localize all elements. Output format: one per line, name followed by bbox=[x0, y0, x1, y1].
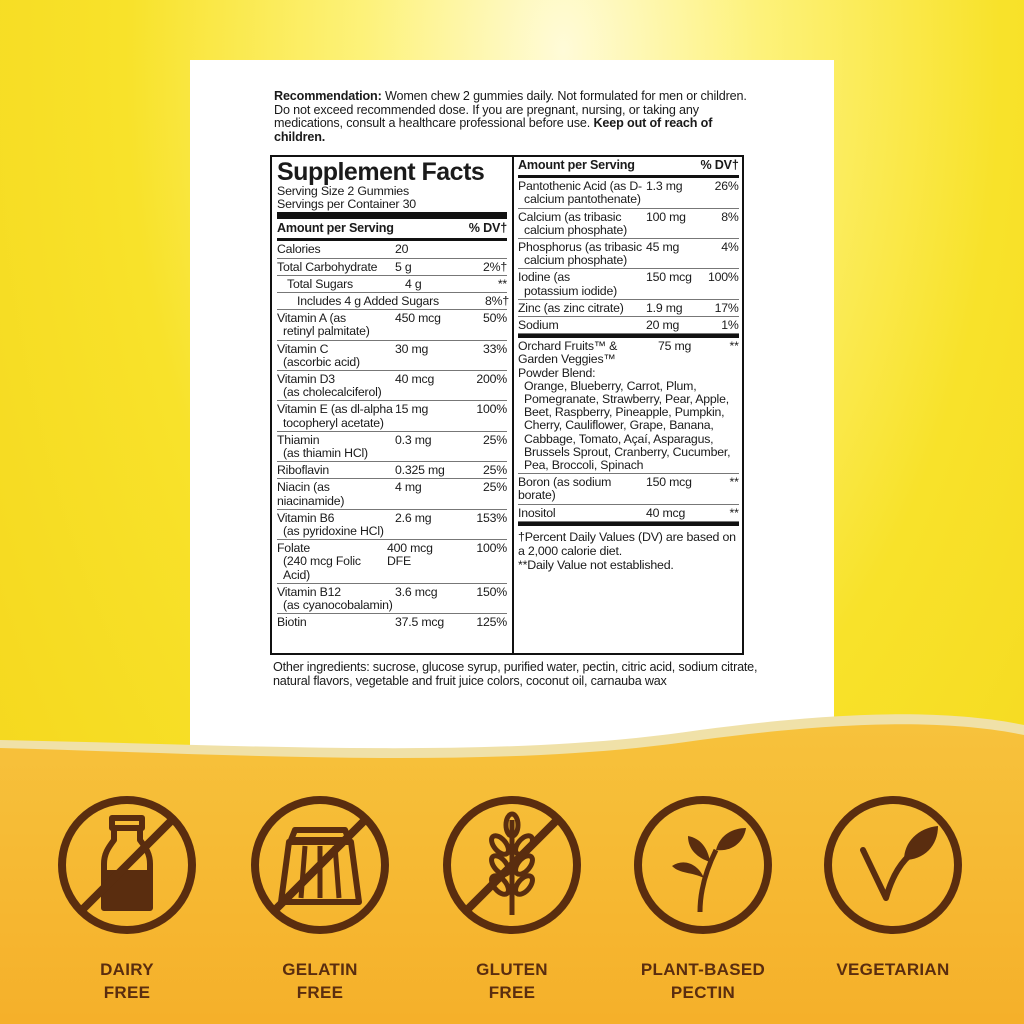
nutrient-name-line2: calcium phosphate) bbox=[524, 222, 628, 237]
dairy-free-label bbox=[47, 958, 207, 1004]
nutrient-name-line2: (as cholecalciferol) bbox=[283, 385, 382, 400]
nutrient-amount: 37.5 mcg bbox=[395, 615, 444, 630]
label-card bbox=[190, 60, 834, 780]
nutrient-amount: 30 mg bbox=[395, 341, 429, 356]
nutrient-name bbox=[277, 343, 395, 369]
nutrient-name-line: Boron (as sodium borate) bbox=[518, 475, 612, 503]
nutrient-name-line: Folate bbox=[277, 541, 310, 556]
facts-right-column bbox=[514, 157, 743, 653]
nutrient-row bbox=[277, 241, 507, 258]
nutrient-amount: 45 mg bbox=[646, 240, 680, 255]
nutrient-row bbox=[277, 462, 507, 479]
nutrient-name bbox=[277, 312, 395, 338]
nutrient-name-line: Vitamin A (as bbox=[277, 311, 346, 326]
badge-label-line2: FREE bbox=[296, 983, 344, 1002]
nutrient-name-line: Riboflavin bbox=[277, 463, 329, 478]
nutrient-amount: 4 g bbox=[405, 276, 422, 291]
blend-name: Orchard Fruits™ & Garden Veggies™ Powder Blend: bbox=[518, 339, 618, 380]
header-amount-right: Amount per Serving bbox=[518, 158, 635, 172]
nutrient-row bbox=[277, 479, 507, 509]
nutrient-row bbox=[518, 178, 739, 208]
nutrient-amount: 1.9 mg bbox=[646, 300, 683, 315]
blend-amount: 75 mg bbox=[658, 339, 692, 354]
nutrient-name bbox=[277, 403, 395, 429]
nutrient-row bbox=[518, 505, 739, 522]
nutrient-name bbox=[518, 476, 646, 502]
nutrient-dv: ** bbox=[497, 276, 507, 291]
nutrient-name bbox=[277, 481, 395, 507]
nutrient-amount: 4 mg bbox=[395, 480, 422, 495]
nutrient-name bbox=[277, 261, 395, 274]
facts-title: Supplement Facts bbox=[277, 158, 485, 186]
nutrient-dv: 100% bbox=[476, 402, 507, 417]
nutrient-dv: ** bbox=[729, 505, 739, 520]
nutrient-name-line2: (as pyridoxine HCl) bbox=[283, 524, 384, 539]
divider bbox=[277, 212, 507, 219]
nutrient-name bbox=[277, 542, 387, 582]
nutrient-dv: 26% bbox=[714, 179, 739, 194]
blend-dv: ** bbox=[729, 339, 739, 354]
nutrient-name-line: Vitamin E (as dl-alpha bbox=[277, 402, 393, 417]
nutrient-amount: 150 mcg bbox=[646, 475, 692, 490]
nutrient-row bbox=[518, 300, 739, 317]
gluten-free-badge bbox=[437, 790, 587, 945]
nutrient-name-line: Vitamin D3 bbox=[277, 372, 335, 387]
nutrient-name bbox=[518, 507, 646, 520]
nutrient-name-line: Total Sugars bbox=[287, 276, 353, 291]
badge-label-line1: GLUTEN bbox=[476, 960, 548, 979]
nutrient-name bbox=[518, 180, 646, 206]
badge-label-line2: FREE bbox=[488, 983, 536, 1002]
supplement-facts-panel bbox=[270, 155, 744, 655]
badge-label-line1: PLANT-BASED bbox=[640, 960, 766, 979]
nutrient-dv: 17% bbox=[714, 300, 739, 315]
nutrient-dv: 8%† bbox=[485, 294, 510, 308]
nutrient-row bbox=[277, 371, 507, 401]
gelatin-free-badge bbox=[245, 790, 395, 945]
servings-per-container: Servings per Container 30 bbox=[277, 196, 416, 211]
nutrient-dv: 25% bbox=[482, 432, 507, 447]
nutrient-row bbox=[518, 269, 739, 299]
leaf-check-icon bbox=[818, 790, 968, 940]
badge-label-line1: DAIRY bbox=[100, 960, 154, 979]
badge-label-line2: PECTIN bbox=[670, 983, 736, 1002]
nutrient-amount: 150 mcg bbox=[646, 270, 692, 285]
nutrient-name bbox=[277, 373, 395, 399]
nutrient-name bbox=[277, 295, 485, 308]
nutrient-row bbox=[277, 293, 510, 310]
nutrient-name-line: Vitamin C bbox=[277, 341, 329, 356]
nutrient-row bbox=[277, 341, 507, 371]
nutrient-amount: 2.6 mg bbox=[395, 510, 432, 525]
nutrient-name bbox=[277, 464, 395, 477]
sprout-icon bbox=[628, 790, 778, 940]
nutrient-amount: 450 mcg bbox=[395, 311, 441, 326]
nutrient-row bbox=[277, 584, 507, 614]
nutrient-name bbox=[277, 586, 395, 612]
nutrient-dv: 1% bbox=[721, 318, 739, 333]
nutrient-row bbox=[277, 310, 507, 340]
nutrient-row bbox=[277, 540, 507, 584]
other-ingredients: Other ingredients: sucrose, glucose syrup, purified water, pectin, citric acid, sodium citrate, natural flavors, vegetable and fruit juice colors, coconut oil, carnauba wax bbox=[273, 660, 758, 688]
nutrient-dv: ** bbox=[729, 475, 739, 490]
right-rows-after bbox=[518, 474, 739, 522]
nutrient-name-line: Total Carbohydrate bbox=[277, 259, 378, 274]
nutrient-dv: 2%† bbox=[482, 259, 507, 274]
nutrient-name-line: Includes 4 g Added Sugars bbox=[297, 294, 439, 308]
blend-row bbox=[518, 338, 739, 474]
nutrient-amount: 40 mcg bbox=[646, 505, 686, 520]
nutrient-name-line2: (240 mcg Folic Acid) bbox=[283, 554, 361, 582]
nutrient-name bbox=[518, 271, 646, 297]
nutrient-amount: 20 bbox=[395, 242, 409, 257]
vegetarian-label bbox=[813, 958, 973, 981]
nutrient-name-line: Pantothenic Acid (as D- bbox=[518, 179, 642, 194]
nutrient-name-line2: calcium phosphate) bbox=[524, 253, 628, 268]
nutrient-amount: 15 mg bbox=[395, 402, 429, 417]
nutrient-name bbox=[518, 241, 646, 267]
serving-size: Serving Size 2 Gummies bbox=[277, 184, 409, 198]
facts-header bbox=[277, 219, 507, 241]
nutrient-dv: 4% bbox=[721, 240, 739, 255]
nutrient-row bbox=[518, 474, 739, 504]
nutrient-dv: 100% bbox=[476, 541, 507, 556]
nutrient-dv: 200% bbox=[476, 372, 507, 387]
nutrient-amount: 400 mcg DFE bbox=[387, 541, 433, 569]
nutrient-name-line2: (ascorbic acid) bbox=[283, 354, 360, 369]
nutrient-dv: 153% bbox=[476, 510, 507, 525]
nutrient-name-line: Calories bbox=[277, 242, 321, 257]
nutrient-row bbox=[277, 276, 507, 293]
nutrient-row bbox=[277, 259, 507, 276]
nutrient-name-line2: (as cyanocobalamin) bbox=[283, 598, 393, 613]
milk-bottle-icon bbox=[52, 790, 202, 940]
nutrient-row bbox=[277, 432, 507, 462]
nutrient-name-line: Phosphorus (as tribasic bbox=[518, 240, 642, 255]
facts-header-right bbox=[518, 157, 739, 178]
recommendation-label: Recommendation: bbox=[274, 89, 382, 103]
nutrient-name bbox=[518, 319, 646, 332]
nutrient-name-line: Sodium bbox=[518, 318, 559, 333]
nutrient-dv: 33% bbox=[482, 341, 507, 356]
nutrient-amount: 40 mcg bbox=[395, 372, 435, 387]
wheat-icon bbox=[437, 790, 587, 940]
nutrient-name bbox=[518, 211, 646, 237]
nutrient-name-line: Vitamin B6 bbox=[277, 510, 335, 525]
nutrient-name-line2: retinyl palmitate) bbox=[283, 324, 370, 339]
nutrient-name-line2: calcium pantothenate) bbox=[524, 192, 641, 207]
plant-based-pectin-label bbox=[623, 958, 783, 1004]
nutrient-amount: 100 mg bbox=[646, 209, 686, 224]
nutrient-name-line2: (as thiamin HCl) bbox=[283, 446, 368, 461]
recommendation-body: Women chew 2 gummies daily. Not formulated for men or children. Do not exceed recommended dose. If you are pregnant, nursing, or taking any medications, consult a healthcare professional before use. bbox=[274, 89, 747, 131]
nutrient-name bbox=[277, 243, 395, 256]
header-amount: Amount per Serving bbox=[277, 221, 394, 236]
nutrient-name-line: Vitamin B12 bbox=[277, 584, 341, 599]
nutrient-name-line: Calcium (as tribasic bbox=[518, 209, 622, 224]
plant-based-pectin-badge bbox=[628, 790, 778, 945]
nutrient-row bbox=[518, 317, 739, 334]
nutrient-dv: 100% bbox=[708, 270, 739, 285]
gelatin-mold-icon bbox=[245, 790, 395, 940]
nutrient-name bbox=[277, 512, 395, 538]
nutrient-name-line: Biotin bbox=[277, 615, 307, 630]
nutrient-name-line: Niacin (as niacinamide) bbox=[277, 480, 345, 508]
nutrient-name bbox=[277, 278, 405, 291]
nutrient-dv: 150% bbox=[476, 584, 507, 599]
nutrient-dv: 25% bbox=[482, 463, 507, 478]
recommendation-text bbox=[274, 90, 764, 144]
badge-label-line1: GELATIN bbox=[282, 960, 358, 979]
nutrient-name-line: Thiamin bbox=[277, 432, 320, 447]
nutrient-amount: 0.3 mg bbox=[395, 432, 432, 447]
nutrient-row bbox=[518, 239, 739, 269]
nutrient-name-line: Iodine (as bbox=[518, 270, 571, 285]
header-dv-right: % DV† bbox=[700, 158, 739, 172]
nutrient-row bbox=[277, 510, 507, 540]
nutrient-dv: 125% bbox=[476, 615, 507, 630]
footnote-dv: †Percent Daily Values (DV) are based on a 2,000 calorie diet. bbox=[518, 529, 736, 558]
nutrient-amount: 0.325 mg bbox=[395, 463, 445, 478]
dairy-free-badge bbox=[52, 790, 202, 945]
gluten-free-label bbox=[432, 958, 592, 1004]
nutrient-name bbox=[518, 302, 646, 315]
header-dv: % DV† bbox=[468, 221, 507, 236]
nutrient-dv: 50% bbox=[482, 311, 507, 326]
facts-left-column bbox=[272, 157, 514, 653]
nutrient-name bbox=[277, 616, 395, 629]
nutrient-amount: 20 mg bbox=[646, 318, 680, 333]
nutrient-dv: 25% bbox=[482, 480, 507, 495]
nutrient-dv: 8% bbox=[721, 209, 739, 224]
warning-text: Keep out of reach of children. bbox=[274, 116, 713, 144]
footnote-star: **Daily Value not established. bbox=[518, 557, 674, 572]
nutrient-name-line: Inositol bbox=[518, 505, 556, 520]
badge-label-line2: FREE bbox=[103, 983, 151, 1002]
blend-ingredients: Orange, Blueberry, Carrot, Plum, Pomegranate, Strawberry, Pear, Apple, Beet, Raspberry, Pineapple, Pumpkin, Cherry, Cauliflower, Grape, Banana, Cabbage, Tomato, Açaí, Asparagus, Brussels Sprout, Cranberry, Cucumber, Pea, Broccoli, Spinach bbox=[524, 378, 731, 473]
vegetarian-badge bbox=[818, 790, 968, 945]
gelatin-free-label bbox=[240, 958, 400, 1004]
nutrient-row bbox=[518, 209, 739, 239]
nutrient-name-line2: potassium iodide) bbox=[524, 283, 617, 298]
right-rows bbox=[518, 178, 739, 334]
left-rows bbox=[277, 241, 510, 630]
nutrient-dv bbox=[465, 243, 507, 256]
nutrient-name-line: Zinc (as zinc citrate) bbox=[518, 300, 624, 315]
nutrient-name bbox=[277, 434, 395, 460]
nutrient-amount: 1.3 mg bbox=[646, 179, 683, 194]
nutrient-name-line2: tocopheryl acetate) bbox=[283, 415, 384, 430]
nutrient-row bbox=[277, 401, 507, 431]
nutrient-amount: 3.6 mcg bbox=[395, 584, 438, 599]
nutrient-row bbox=[277, 614, 507, 630]
nutrient-amount: 5 g bbox=[395, 259, 412, 274]
badge-label-line1: VEGETARIAN bbox=[836, 960, 950, 979]
